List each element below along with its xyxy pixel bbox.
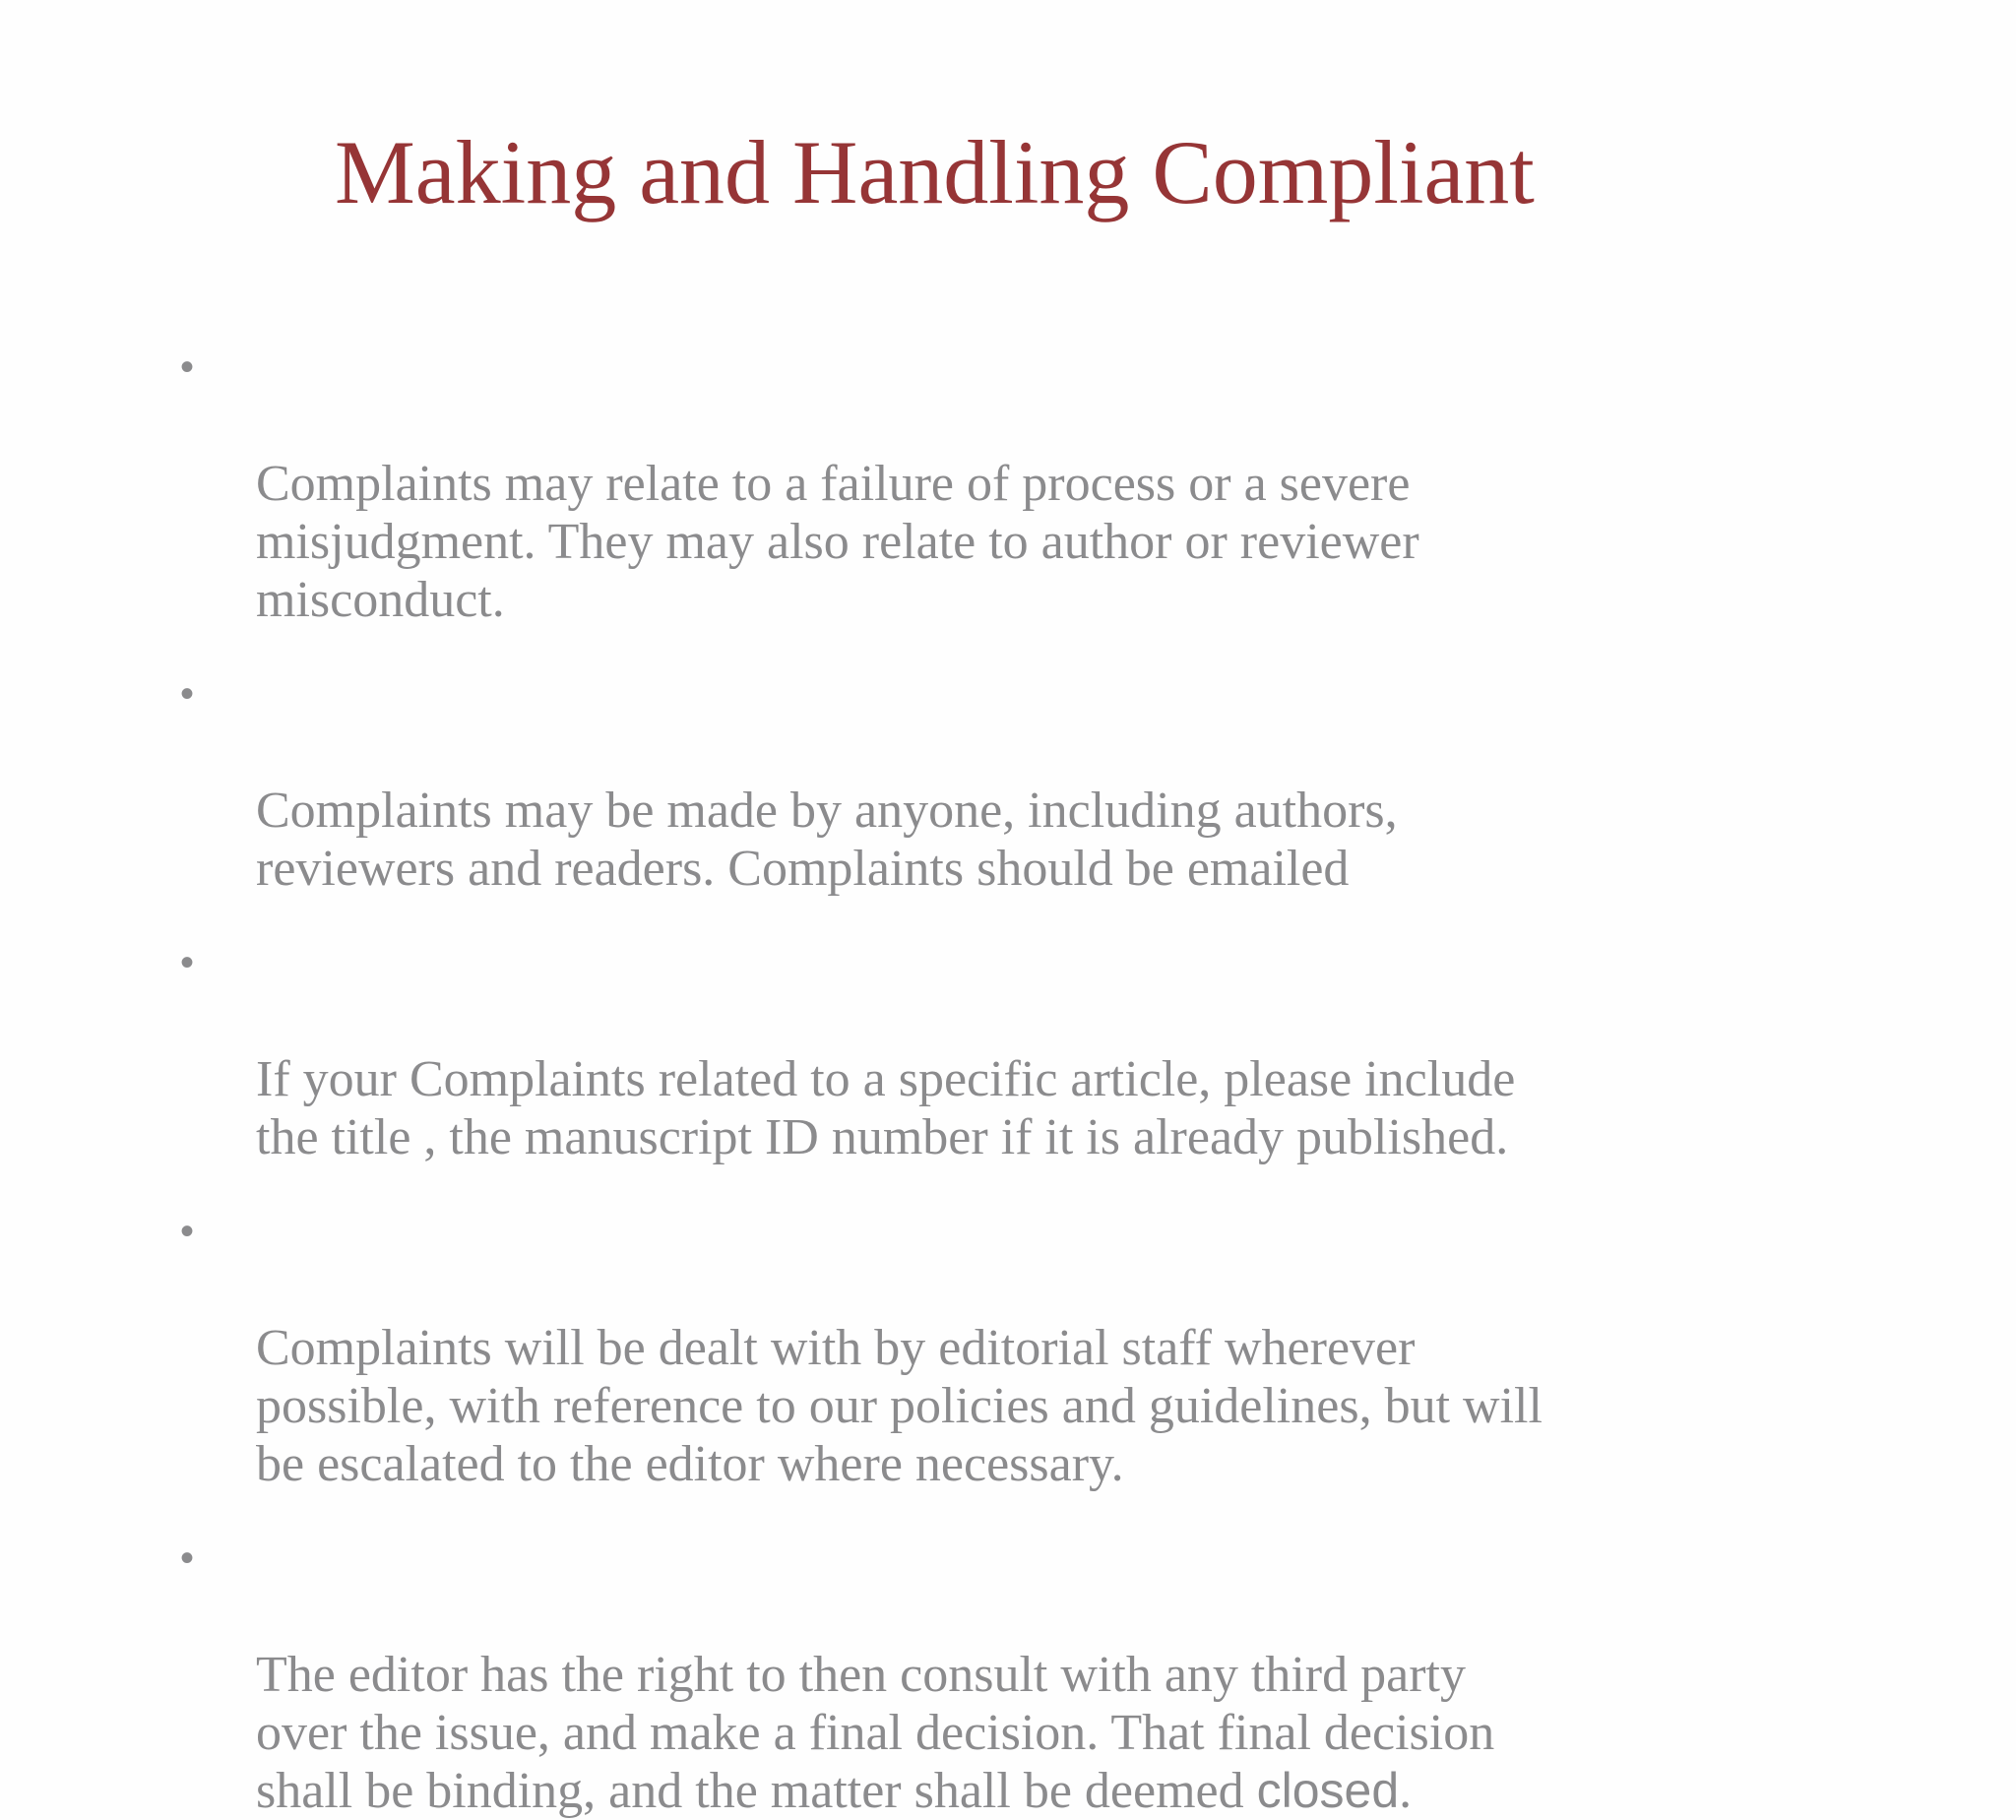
bullet-dot-icon: •: [180, 672, 195, 716]
bullet-text: Complaints will be dealt with by editorial staff wherever possible, with reference to our policies and guidelines, but will be escalated to the editor where necessary.: [256, 1320, 1543, 1492]
bullet-text: The editor has the right to then consult with any third party over the issue, and make a final decision. That final decision shall be binding, and the matter shall be deemed: [256, 1647, 1495, 1819]
bullet-item: [172, 665, 1767, 898]
bullet-item: [172, 934, 1767, 1166]
bullet-item: [172, 1203, 1767, 1493]
slide-title: Making and Handling Compliant: [335, 122, 1535, 222]
bullet-text: Complaints may relate to a failure of process or a severe misjudgment. They may also relate to author or reviewer misconduct.: [256, 456, 1419, 628]
bullet-list: [172, 339, 1767, 1820]
bullet-dot-icon: •: [180, 1537, 195, 1580]
bullet-item: [172, 339, 1767, 629]
bullet-closing-punctuation: .: [1399, 1763, 1413, 1819]
bullet-text: If your Complaints related to a specific article, please include the title , the manuscript ID number if it is already published.: [256, 1051, 1516, 1165]
bullet-dot-icon: •: [180, 941, 195, 984]
bullet-dot-icon: •: [180, 345, 195, 389]
bullet-closing-word: closed: [1256, 1763, 1400, 1818]
bullet-item: [172, 1530, 1767, 1820]
bullet-text: Complaints may be made by anyone, including authors, reviewers and readers. Complaints should be emailed: [256, 783, 1398, 897]
bullet-dot-icon: •: [180, 1210, 195, 1253]
